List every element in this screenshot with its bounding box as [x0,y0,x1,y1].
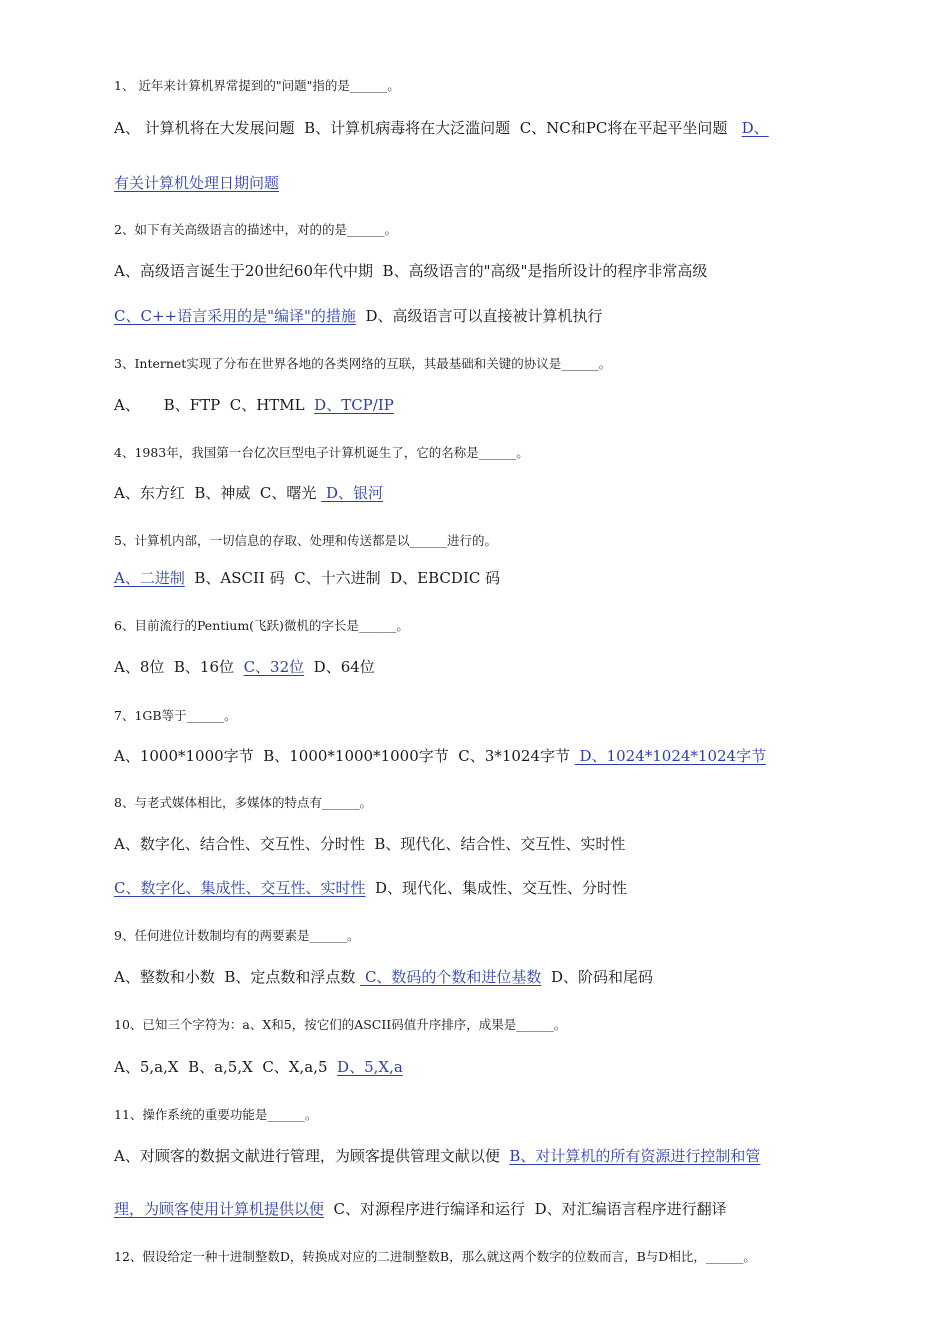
option-text: A、 计算机将在大发展问题 B、计算机病毒将在大泛滥问题 C、NC和PC将在平起平坐问题 [114,119,742,137]
question-1-stem: 1、 近年来计算机界常提到的"问题"指的是______。 [114,78,400,93]
question-3-options-line-1 [114,398,394,413]
option-text: A、 B、FTP C、HTML [114,396,315,414]
option-text: A、东方红 B、神威 C、曙光 [114,484,322,502]
option-text: A、数字化、结合性、交互性、分时性 B、现代化、结合性、交互性、实时性 [114,835,626,853]
correct-answer-highlight: C、C++语言采用的是"编译"的措施 [114,307,356,325]
question-3-stem: 3、Internet实现了分布在世界各地的各类网络的互联，其最基础和关键的协议是______。 [114,356,612,371]
correct-answer-highlight: 有关计算机处理日期问题 [114,174,280,192]
question-2-options-line-1 [114,264,707,279]
question-9-options-line-1 [114,970,653,985]
correct-answer-highlight: D、5,X,a [337,1058,403,1076]
correct-answer-highlight: B、对计算机的所有资源进行控制和管 [509,1147,761,1165]
option-text: D、现代化、集成性、交互性、分时性 [365,879,628,897]
question-7-stem: 7、1GB等于______。 [114,708,237,723]
option-text: A、高级语言诞生于20世纪60年代中期 B、高级语言的"高级"是指所设计的程序非常高级 [114,262,708,280]
option-text: A、整数和小数 B、定点数和浮点数 [114,968,361,986]
question-6-stem: 6、目前流行的Pentium(飞跃)微机的字长是______。 [114,618,409,633]
question-10-stem: 10、已知三个字符为：a、X和5，按它们的ASCII码值升序排序，成果是______。 [114,1017,567,1032]
question-8-stem: 8、与老式媒体相比，多媒体的特点有______。 [114,795,372,810]
correct-answer-highlight: 理，为顾客使用计算机提供以便 [114,1200,325,1218]
option-text: D、64位 [304,658,375,676]
question-1-options-line-2 [114,176,279,191]
question-11-options-line-1 [114,1149,760,1164]
question-7-options-line-1 [114,749,766,764]
question-5-options-line-1 [114,571,500,586]
option-text: D、高级语言可以直接被计算机执行 [355,307,603,325]
option-text: A、8位 B、16位 [114,658,244,676]
correct-answer-highlight: C、数码的个数和进位基数 [360,968,542,986]
question-4-options-line-1 [114,486,383,501]
correct-answer-highlight: D、1024*1024*1024字节 [574,747,767,765]
option-text: A、5,a,X B、a,5,X C、X,a,5 [114,1058,338,1076]
correct-answer-highlight: D、 [741,119,769,137]
question-10-options-line-1 [114,1060,403,1075]
correct-answer-highlight: C、数字化、集成性、交互性、实时性 [114,879,366,897]
correct-answer-highlight: D、TCP/IP [314,396,394,414]
option-text: D、阶码和尾码 [541,968,653,986]
question-2-options-line-2 [114,309,602,324]
correct-answer-highlight: A、二进制 [114,569,185,587]
question-6-options-line-1 [114,660,375,675]
correct-answer-highlight: C、32位 [243,658,305,676]
correct-answer-highlight: D、银河 [321,484,383,502]
question-11-options-line-2 [114,1202,727,1217]
question-4-stem: 4、1983年，我国第一台亿次巨型电子计算机诞生了，它的名称是______。 [114,445,529,460]
question-8-options-line-1 [114,837,625,852]
question-9-stem: 9、任何进位计数制均有的两要素是______。 [114,928,360,943]
question-11-stem: 11、操作系统的重要功能是______。 [114,1107,318,1122]
question-1-options-line-1 [114,121,769,136]
option-text: A、1000*1000字节 B、1000*1000*1000字节 C、3*1024字节 [114,747,575,765]
question-2-stem: 2、如下有关高级语言的描述中，对的的是______。 [114,222,397,237]
option-text: A、对顾客的数据文献进行管理，为顾客提供管理文献以便 [114,1147,510,1165]
question-5-stem: 5、计算机内部，一切信息的存取、处理和传送都是以______进行的。 [114,533,497,548]
option-text: C、对源程序进行编译和运行 D、对汇编语言程序进行翻译 [324,1200,727,1218]
question-12-stem: 12、假设给定一种十进制整数D，转换成对应的二进制整数B，那么就这两个数字的位数而言，B与D相比，______。 [114,1249,756,1264]
question-8-options-line-2 [114,881,627,896]
option-text: B、ASCII 码 C、十六进制 D、EBCDIC 码 [184,569,501,587]
